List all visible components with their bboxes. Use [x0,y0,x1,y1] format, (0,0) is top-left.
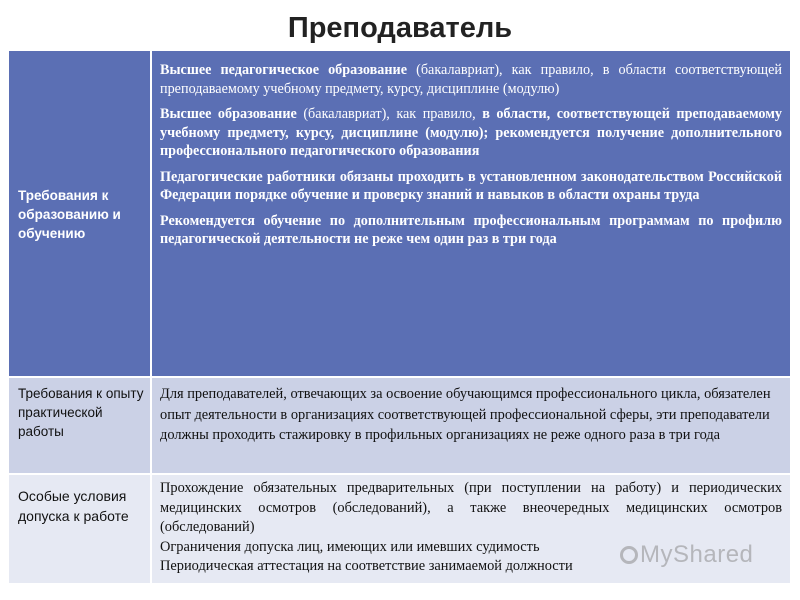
row-education-content-cell [152,51,790,376]
row-education-label: Требования к образованию и обучению [18,188,121,241]
row-education-label-cell [9,51,150,376]
watermark-logo-icon [620,546,638,564]
education-paragraph-4 [160,212,782,249]
education-p2-bold: Высшее образование [160,106,297,122]
row-admission-label-cell [9,475,150,583]
education-paragraph-1 [160,61,782,98]
admission-line-1: Прохождение обязательных предварительных (при поступлении на работу) и периодических медицинских осмотров (обследований), а также внеочередных медицинских осмотров (обследований) [160,480,782,535]
page-title: Преподаватель [287,12,513,44]
education-p2-normal: (бакалавриат), как правило, [296,106,483,122]
education-p1-normal: (бакалавриат), как правило, в области соответствующей преподаваемому учебному предмету, курсу, дисциплине (модулю) [160,62,782,97]
row-admission-label: Особые условия допуска к работе [18,488,129,524]
education-p1-bold: Высшее педагогическое образование [160,62,408,78]
row-experience-content: Для преподавателей, отвечающих за освоение обучающимся профессионального цикла, обязателен опыт деятельности в организациях соответствующей профессиональной сферы, эти преподаватели должны проходить стажировку в профильных организациях не реже одного раза в три года [160,386,771,443]
education-p3-bold: Педагогические работники обязаны проходить в установленном законодательством Российской Федерации порядке обучение и проверку знаний и навыков в области охраны труда [160,168,782,203]
admission-line-3: Периодическая аттестация на соответствие занимаемой должности [160,558,573,574]
watermark-text: MyShared [640,541,754,568]
education-p2-bold2: в области, соответствующей преподаваемому учебному предмету, курсу, дисциплине (модулю); рекомендуется получение дополнительного профессионального педагогического образования [160,106,782,159]
education-paragraph-3 [160,168,782,205]
row-experience-label-cell [9,378,150,473]
row-experience-label: Требования к опыту практической работы [18,386,144,439]
requirements-table [9,51,790,583]
education-p4-bold: Рекомендуется обучение по дополнительным профессиональным программам по профилю педагогической деятельности не реже чем один раз в три года [160,212,782,247]
row-experience-content-cell [152,378,790,473]
watermark [620,541,753,569]
row-education-content [160,61,782,249]
admission-line-2: Ограничения допуска лиц, имеющих или имевших судимость [160,538,540,555]
education-paragraph-2 [160,105,782,161]
